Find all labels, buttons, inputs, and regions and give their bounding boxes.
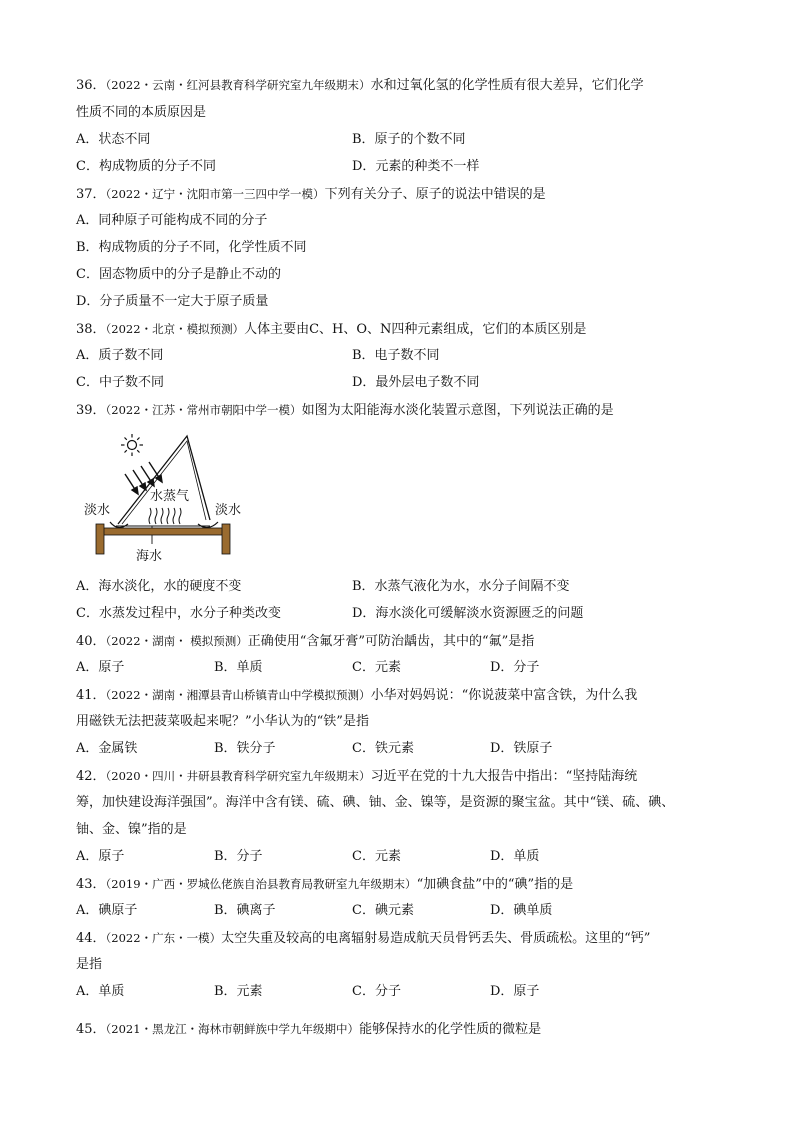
- q37-option-b: B．构成物质的分子不同，化学性质不同: [76, 240, 307, 255]
- question-number: 39．: [76, 403, 106, 418]
- q40-option-c: C．元素: [352, 660, 401, 675]
- question-text: 习近平在党的十九大报告中指出：“坚持陆海统: [370, 769, 638, 784]
- question-38-stem: [76, 320, 586, 339]
- question-text: 如图为太阳能海水淡化装置示意图，下列说法正确的是: [301, 403, 614, 418]
- question-number: 37．: [76, 187, 106, 202]
- q43-option-c: C．碘元素: [352, 903, 414, 918]
- right-fresh-water-label: 淡水: [215, 503, 242, 518]
- q44-option-b: B．元素: [214, 984, 263, 999]
- question-source: （2020・四川・井研县教育科学研究室九年级期末）: [105, 769, 371, 783]
- question-text: 下列有关分子、原子的说法中错误的是: [324, 187, 546, 202]
- question-number: 38．: [76, 322, 106, 337]
- q39-option-d: D．海水淡化可缓解淡水资源匮乏的问题: [352, 606, 584, 621]
- question-40-stem: [76, 632, 534, 651]
- q42-option-a: A．原子: [76, 849, 125, 864]
- vapor-label: 水蒸气: [150, 489, 190, 504]
- right-trough: [198, 522, 218, 528]
- q38-option-d: D．最外层电子数不同: [352, 375, 480, 390]
- question-source: （2022・辽宁・沈阳市第一三四中学一模）: [105, 187, 325, 201]
- question-44-stem: [76, 929, 650, 948]
- q39-option-a: A．海水淡化，水的硬度不变: [76, 579, 242, 594]
- question-source: （2019・广西・罗城仫佬族自治县教育局教研室九年级期末）: [105, 877, 417, 891]
- q36-option-c: C．构成物质的分子不同: [76, 159, 216, 174]
- q39-option-c: C．水蒸发过程中，水分子种类改变: [76, 606, 281, 621]
- q36-option-d: D．元素的种类不一样: [352, 159, 480, 174]
- solar-desalination-diagram: [80, 432, 260, 570]
- question-source: （2022・江苏・常州市朝阳中学一模）: [105, 403, 302, 417]
- q41-option-c: C．铁元素: [352, 741, 414, 756]
- question-source: （2022・湖南・ 模拟预测）: [105, 634, 248, 648]
- question-text: 小华对妈妈说：“你说菠菜中富含铁，为什么我: [370, 688, 638, 703]
- question-source: （2022・云南・红河县教育科学研究室九年级期末）: [105, 78, 371, 92]
- question-number: 45．: [76, 1022, 106, 1037]
- question-text: 太空失重及较高的电离辐射易造成航天员骨钙丢失、骨质疏松。这里的“钙”: [221, 931, 651, 946]
- left-fresh-water-label: 淡水: [84, 503, 111, 518]
- question-text: 能够保持水的化学性质的微粒是: [359, 1022, 542, 1037]
- question-text: 正确使用“含氟牙膏”可防治龋齿，其中的“氟”是指: [247, 634, 535, 649]
- q36-option-b: B．原子的个数不同: [352, 132, 466, 147]
- question-text: 人体主要由C、H、O、N四种元素组成，它们的本质区别是: [244, 322, 587, 337]
- question-39-stem: [76, 401, 614, 420]
- question-number: 41．: [76, 688, 106, 703]
- question-number: 42．: [76, 769, 106, 784]
- question-45-stem: [76, 1020, 541, 1039]
- question-44-stem-cont: 是指: [76, 957, 103, 972]
- question-42-stem-cont2: 铀、金、镍”指的是: [76, 822, 187, 837]
- question-37-stem: [76, 185, 546, 204]
- sea-water-label: 海水: [136, 549, 163, 564]
- q42-option-d: D．单质: [490, 849, 540, 864]
- question-number: 40．: [76, 634, 106, 649]
- q40-option-d: D．分子: [490, 660, 540, 675]
- q43-option-d: D．碘单质: [490, 903, 553, 918]
- q37-option-d: D．分子质量不一定大于原子质量: [76, 294, 269, 309]
- question-number: 43．: [76, 877, 106, 892]
- q39-option-b: B．水蒸气液化为水，水分子间隔不变: [352, 579, 570, 594]
- q41-option-d: D．铁原子: [490, 741, 553, 756]
- question-source: （2022・北京・模拟预测）: [105, 322, 245, 336]
- q43-option-b: B．碘离子: [214, 903, 276, 918]
- question-source: （2022・湖南・湘潭县青山桥镇青山中学模拟预测）: [105, 688, 371, 702]
- question-source: （2022・广东・一模）: [105, 931, 222, 945]
- q41-option-a: A．金属铁: [76, 741, 138, 756]
- question-36-stem-cont: 性质不同的本质原因是: [76, 105, 207, 120]
- q38-option-c: C．中子数不同: [76, 375, 164, 390]
- question-source: （2021・黑龙江・海林市朝鲜族中学九年级期中）: [105, 1022, 360, 1036]
- q42-option-b: B．分子: [214, 849, 263, 864]
- question-text: 水和过氧化氢的化学性质有很大差异，它们化学: [370, 78, 644, 93]
- sun-icon: [121, 434, 143, 456]
- q38-option-b: B．电子数不同: [352, 348, 440, 363]
- wooden-base: [98, 528, 228, 535]
- q36-option-a: A．状态不同: [76, 132, 151, 147]
- q44-option-a: A．单质: [76, 984, 125, 999]
- q37-option-c: C．固态物质中的分子是静止不动的: [76, 267, 281, 282]
- q42-option-c: C．元素: [352, 849, 401, 864]
- question-number: 36．: [76, 78, 106, 93]
- question-text: “加碘食盐”中的“碘”指的是: [416, 877, 574, 892]
- question-41-stem-cont: 用磁铁无法把菠菜吸起来呢？”小华认为的“铁”是指: [76, 714, 369, 729]
- question-41-stem: [76, 686, 637, 705]
- question-43-stem: [76, 875, 573, 894]
- q44-option-c: C．分子: [352, 984, 401, 999]
- question-36-stem: [76, 76, 644, 95]
- q41-option-b: B．铁分子: [214, 741, 276, 756]
- q40-option-a: A．原子: [76, 660, 125, 675]
- q44-option-d: D．原子: [490, 984, 540, 999]
- vapor-arrows: [149, 508, 181, 524]
- question-number: 44．: [76, 931, 106, 946]
- q43-option-a: A．碘原子: [76, 903, 138, 918]
- question-42-stem: [76, 767, 637, 786]
- question-42-stem-cont: 筹，加快建设海洋强国”。海洋中含有镁、硫、碘、铀、金、镍等，是资源的聚宝盆。其中“镁、硫、碘、: [76, 795, 675, 810]
- q37-option-a: A．同种原子可能构成不同的分子: [76, 213, 268, 228]
- q38-option-a: A．质子数不同: [76, 348, 164, 363]
- q40-option-b: B．单质: [214, 660, 263, 675]
